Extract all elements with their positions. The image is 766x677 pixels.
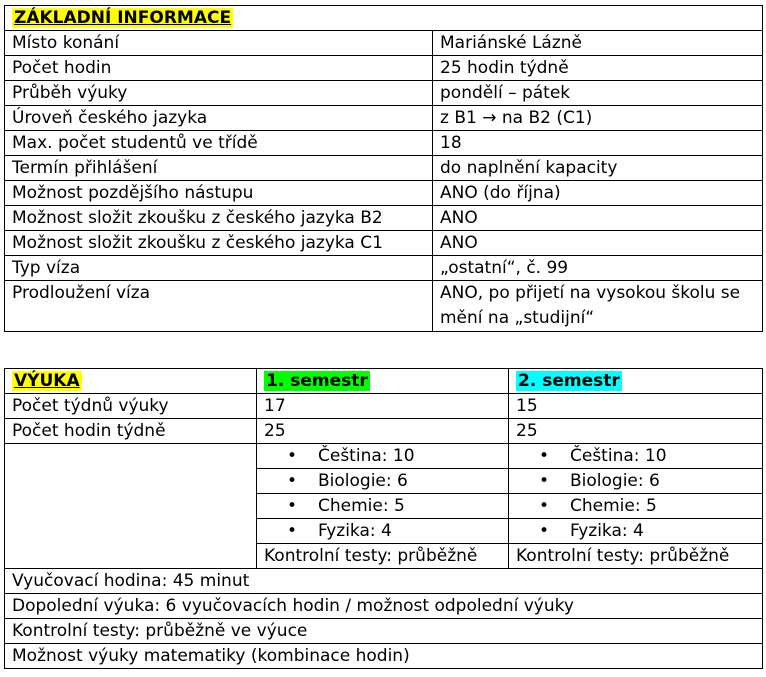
subject-item: [509, 494, 763, 519]
table-row: [5, 369, 763, 394]
subject-item: [509, 519, 763, 544]
row-value: pondělí – pátek: [433, 81, 763, 106]
empty-cell: [5, 444, 257, 569]
row-value: ANO, po přijetí na vysokou školu se mění na „studijní“: [433, 281, 763, 332]
table-row: [5, 56, 763, 81]
table-row: [5, 6, 763, 31]
row-value: ANO (do října): [433, 181, 763, 206]
section-title: [5, 6, 763, 31]
table-row: [5, 31, 763, 56]
table-row: [5, 444, 763, 469]
table-row: [5, 131, 763, 156]
row-value: z B1 → na B2 (C1): [433, 106, 763, 131]
row-value: ANO: [433, 231, 763, 256]
note-row: Vyučovací hodina: 45 minut: [5, 569, 763, 594]
subject-item: [257, 519, 509, 544]
row-label: Možnost pozdějšího nástupu: [5, 181, 433, 206]
row-label: Prodloužení víza: [5, 281, 433, 332]
subject-label: Fyzika: 4: [318, 521, 392, 541]
basic-info-title: ZÁKLADNÍ INFORMACE: [14, 8, 232, 28]
row-label: Možnost složit zkoušku z českého jazyka B2: [5, 206, 433, 231]
semester-1-header: [257, 369, 509, 394]
table-row: [5, 594, 763, 619]
row-value: 18: [433, 131, 763, 156]
subject-label: Fyzika: 4: [570, 521, 644, 541]
subject-item: [509, 444, 763, 469]
subject-label: Biologie: 6: [318, 471, 408, 491]
table-row: [5, 156, 763, 181]
subject-label: Chemie: 5: [318, 496, 405, 516]
subject-label: Chemie: 5: [570, 496, 657, 516]
tests-cell: Kontrolní testy: průběžně: [257, 544, 509, 569]
semester-1-label: 1. semestr: [266, 371, 368, 391]
teaching-title: VÝUKA: [14, 371, 80, 391]
teaching-table: [4, 368, 763, 669]
row-value: 25: [509, 419, 763, 444]
subject-label: Biologie: 6: [570, 471, 660, 491]
row-value: „ostatní“, č. 99: [433, 256, 763, 281]
row-label: Průběh výuky: [5, 81, 433, 106]
subject-item: [257, 494, 509, 519]
table-row: [5, 569, 763, 594]
table-row: [5, 181, 763, 206]
tests-cell: Kontrolní testy: průběžně: [509, 544, 763, 569]
semester-2-header: [509, 369, 763, 394]
note-row: Kontrolní testy: průběžně ve výuce: [5, 619, 763, 644]
table-row: [5, 256, 763, 281]
table-row: [5, 206, 763, 231]
row-value: ANO: [433, 206, 763, 231]
table-row: [5, 619, 763, 644]
row-value: Mariánské Lázně: [433, 31, 763, 56]
row-value: 15: [509, 394, 763, 419]
table-row: [5, 644, 763, 669]
semester-2-label: 2. semestr: [518, 371, 620, 391]
subject-label: Čeština: 10: [570, 446, 667, 466]
table-row: [5, 394, 763, 419]
row-value: do naplnění kapacity: [433, 156, 763, 181]
row-label: Počet hodin: [5, 56, 433, 81]
table-row: [5, 419, 763, 444]
row-label: Max. počet studentů ve třídě: [5, 131, 433, 156]
subject-item: [257, 469, 509, 494]
table-row: [5, 231, 763, 256]
row-label: Termín přihlášení: [5, 156, 433, 181]
note-row: Dopolední výuka: 6 vyučovacích hodin / možnost odpolední výuky: [5, 594, 763, 619]
row-label: Místo konání: [5, 31, 433, 56]
row-label: Úroveň českého jazyka: [5, 106, 433, 131]
row-value: 25 hodin týdně: [433, 56, 763, 81]
row-label: Počet týdnů výuky: [5, 394, 257, 419]
row-label: Typ víza: [5, 256, 433, 281]
section-title: [5, 369, 257, 394]
row-value: 25: [257, 419, 509, 444]
table-row: [5, 281, 763, 332]
subject-item: [257, 444, 509, 469]
row-label: Počet hodin týdně: [5, 419, 257, 444]
row-label: Možnost složit zkoušku z českého jazyka C1: [5, 231, 433, 256]
row-value: 17: [257, 394, 509, 419]
subject-item: [509, 469, 763, 494]
note-row: Možnost výuky matematiky (kombinace hodin): [5, 644, 763, 669]
table-row: [5, 81, 763, 106]
table-row: [5, 106, 763, 131]
subject-label: Čeština: 10: [318, 446, 415, 466]
basic-info-table: [4, 5, 763, 332]
